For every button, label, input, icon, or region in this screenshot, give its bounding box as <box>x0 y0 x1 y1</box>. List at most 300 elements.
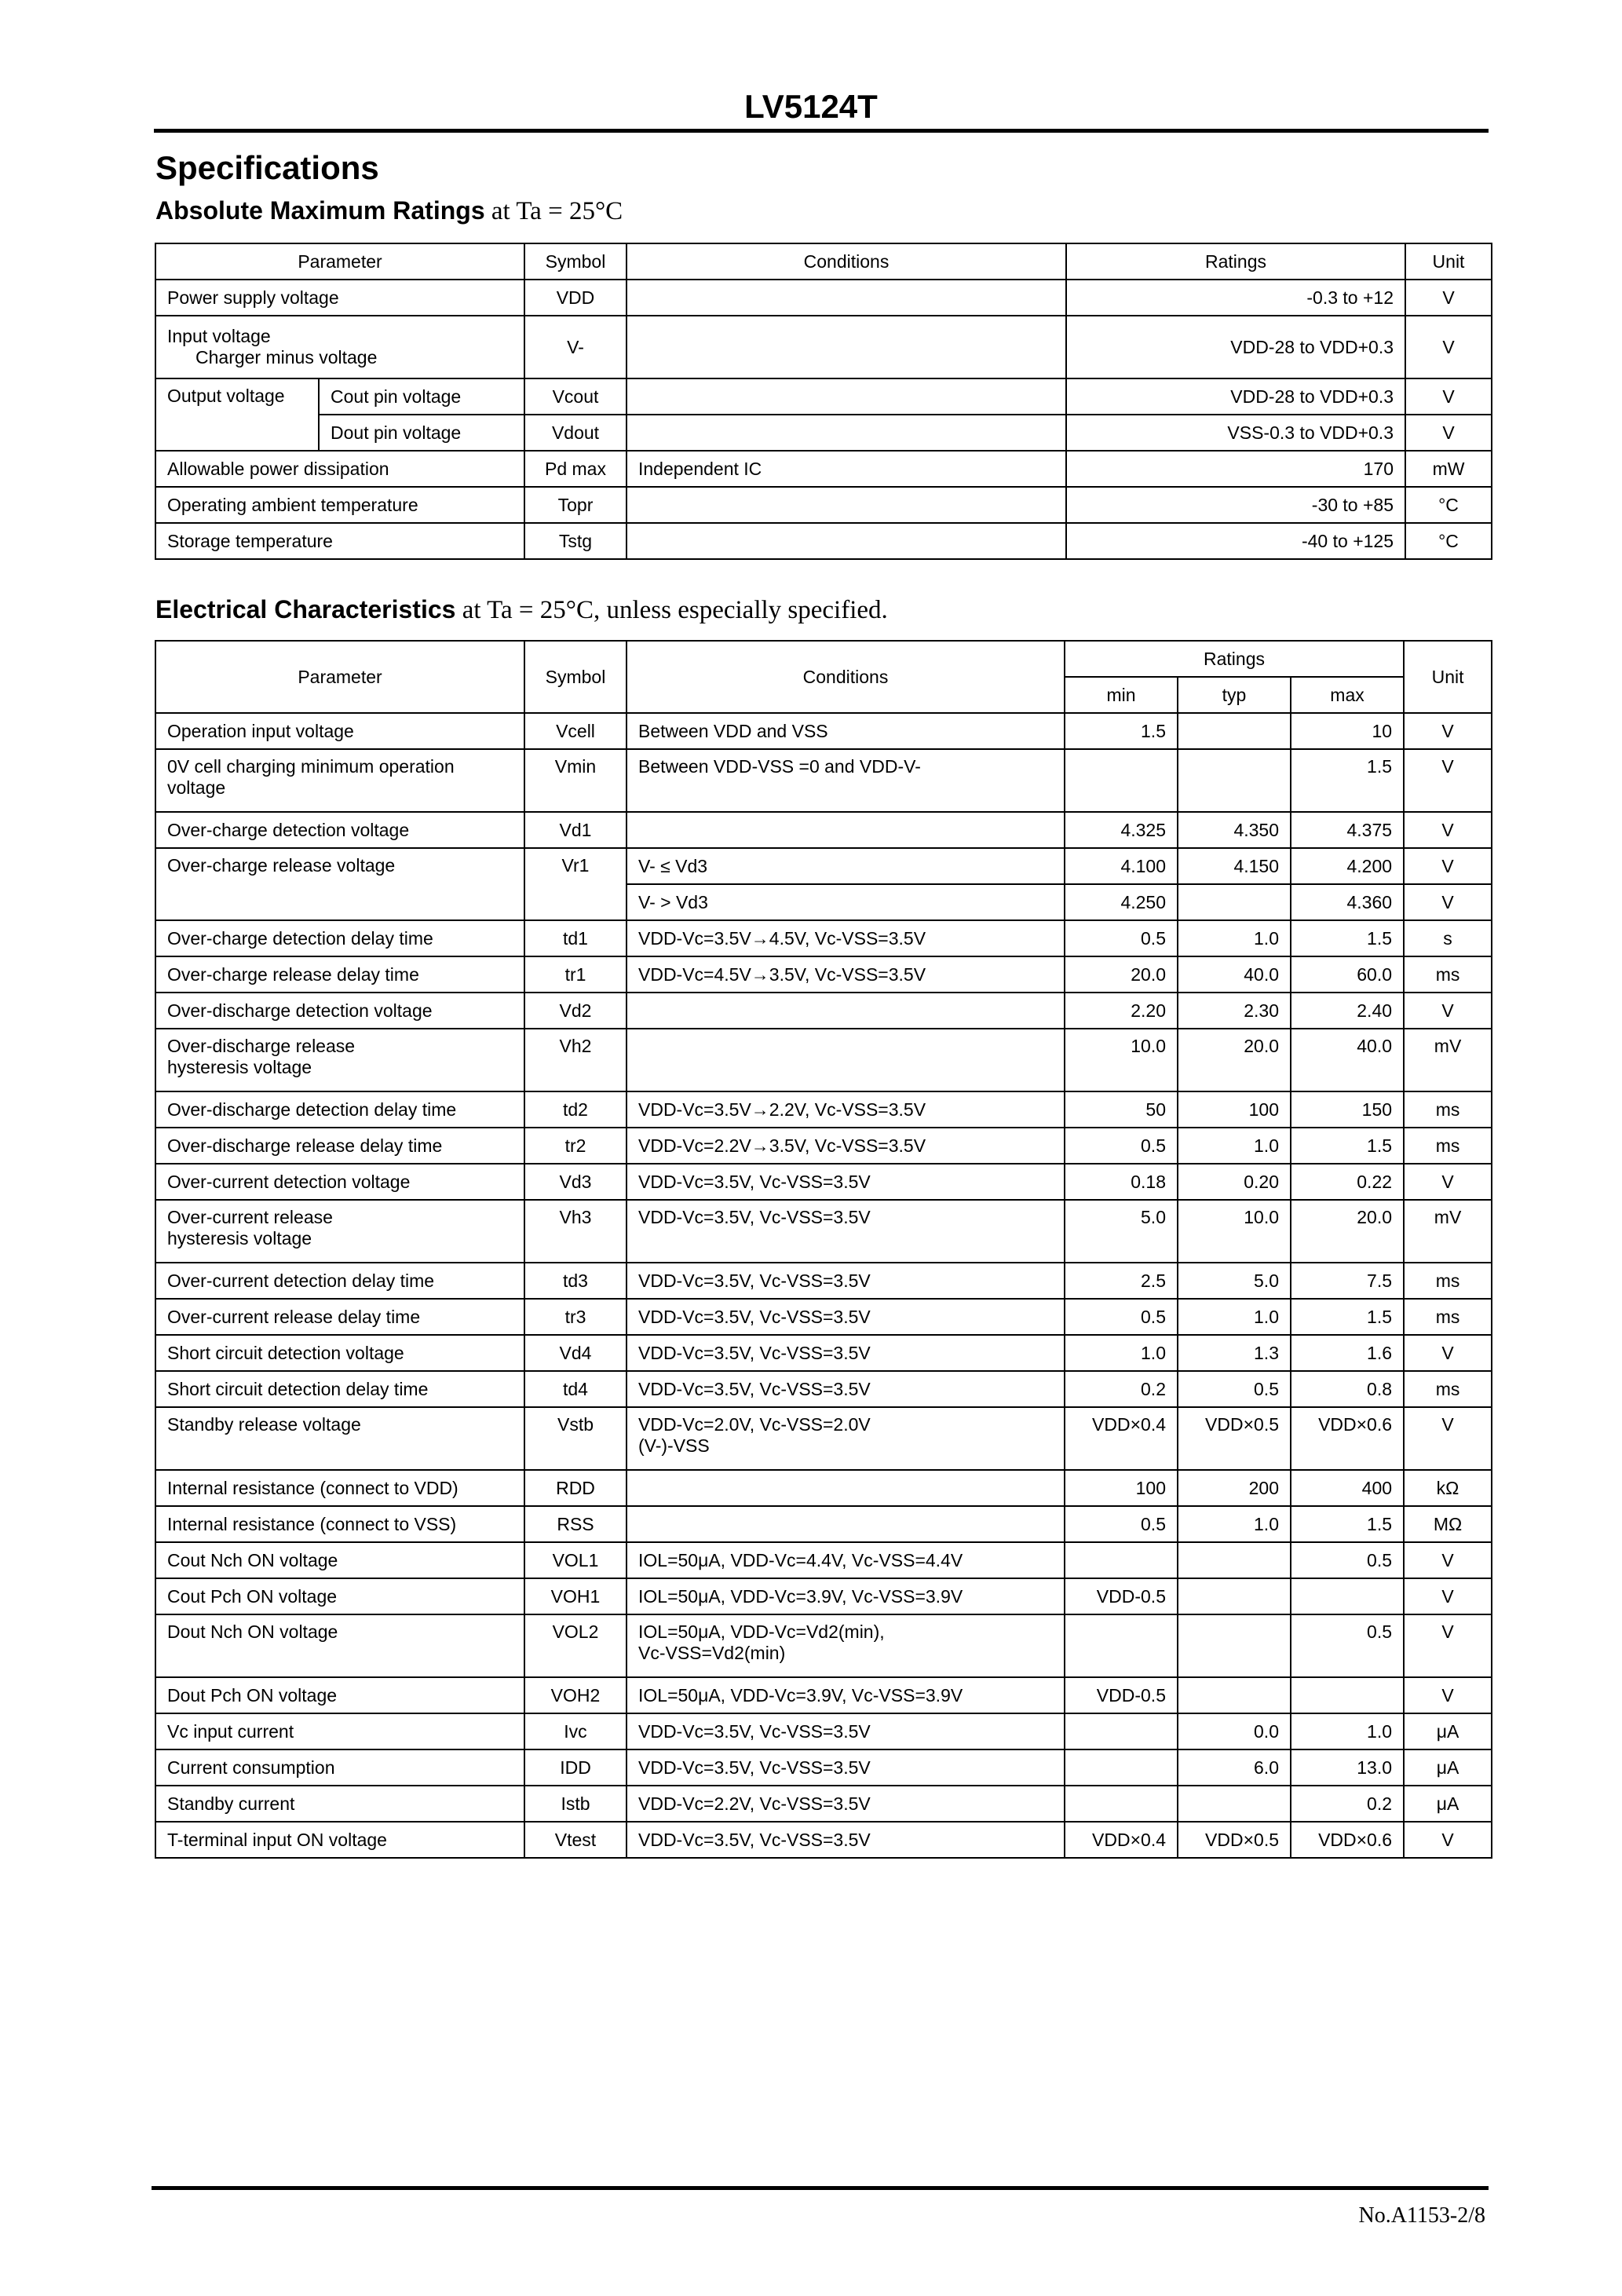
table-row <box>155 920 1492 956</box>
conditions-cell: IOL=50μA, VDD-Vc=3.9V, Vc-VSS=3.9V <box>627 1578 1065 1614</box>
table-row <box>155 1335 1492 1371</box>
max-cell: 60.0 <box>1291 956 1404 993</box>
min-cell: 0.5 <box>1065 1299 1178 1335</box>
unit-cell: V <box>1404 713 1492 749</box>
typ-cell: 1.0 <box>1178 1299 1291 1335</box>
unit-cell: V <box>1404 1822 1492 1858</box>
conditions-cell: VDD-Vc=4.5V→3.5V, Vc-VSS=3.5V <box>627 956 1065 993</box>
elec-title-bold: Electrical Characteristics <box>155 595 456 623</box>
conditions-cell: V- ≤ Vd3 <box>627 848 1065 884</box>
min-cell <box>1065 1713 1178 1749</box>
min-cell: 5.0 <box>1065 1200 1178 1263</box>
header-min: min <box>1065 677 1178 713</box>
typ-cell: 40.0 <box>1178 956 1291 993</box>
param-cell: Output voltage <box>155 378 319 451</box>
conditions-cell <box>627 1470 1065 1506</box>
min-cell: 0.18 <box>1065 1164 1178 1200</box>
unit-cell: V <box>1404 812 1492 848</box>
param-line: Over-discharge release <box>167 1036 356 1056</box>
typ-cell: 100 <box>1178 1091 1291 1128</box>
min-cell: 4.100 <box>1065 848 1178 884</box>
table-row <box>155 1470 1492 1506</box>
typ-cell <box>1178 749 1291 812</box>
typ-cell: 0.0 <box>1178 1713 1291 1749</box>
symbol-cell: Vd4 <box>524 1335 627 1371</box>
typ-cell: 1.0 <box>1178 1128 1291 1164</box>
param-cell: Over-current detection voltage <box>155 1164 524 1200</box>
symbol-cell: RSS <box>524 1506 627 1542</box>
unit-cell: V <box>1404 1578 1492 1614</box>
symbol-cell: VOH2 <box>524 1677 627 1713</box>
rating-cell: VDD-28 to VDD+0.3 <box>1066 378 1405 415</box>
param-cell: Over-current release delay time <box>155 1299 524 1335</box>
max-cell: 4.360 <box>1291 884 1404 920</box>
max-cell: 20.0 <box>1291 1200 1404 1263</box>
max-cell: 7.5 <box>1291 1263 1404 1299</box>
param-cell: Over-charge detection voltage <box>155 812 524 848</box>
table-row <box>155 1200 1492 1263</box>
param-line: Over-current release <box>167 1207 333 1227</box>
table-row <box>155 1713 1492 1749</box>
unit-cell: μA <box>1404 1749 1492 1786</box>
typ-cell <box>1178 1786 1291 1822</box>
symbol-cell: tr2 <box>524 1128 627 1164</box>
param-line-2: voltage <box>167 777 226 798</box>
max-cell: 40.0 <box>1291 1029 1404 1091</box>
conditions-cell: VDD-Vc=3.5V→4.5V, Vc-VSS=3.5V <box>627 920 1065 956</box>
max-cell: 0.5 <box>1291 1614 1404 1677</box>
conditions-cell <box>627 993 1065 1029</box>
max-cell: 4.200 <box>1291 848 1404 884</box>
min-cell: 10.0 <box>1065 1029 1178 1091</box>
table-row <box>155 1542 1492 1578</box>
conditions-cell: VDD-Vc=3.5V, Vc-VSS=3.5V <box>627 1263 1065 1299</box>
conditions-cell: VDD-Vc=3.5V, Vc-VSS=3.5V <box>627 1164 1065 1200</box>
typ-cell: 4.150 <box>1178 848 1291 884</box>
min-cell: 100 <box>1065 1470 1178 1506</box>
max-cell: 0.8 <box>1291 1371 1404 1407</box>
max-cell: 0.2 <box>1291 1786 1404 1822</box>
unit-cell: mV <box>1404 1200 1492 1263</box>
typ-cell: 5.0 <box>1178 1263 1291 1299</box>
rating-cell: VSS-0.3 to VDD+0.3 <box>1066 415 1405 451</box>
conditions-cell: VDD-Vc=2.2V→3.5V, Vc-VSS=3.5V <box>627 1128 1065 1164</box>
conditions-cell: VDD-Vc=3.5V, Vc-VSS=3.5V <box>627 1371 1065 1407</box>
symbol-cell: td3 <box>524 1263 627 1299</box>
header-conditions: Conditions <box>627 641 1065 713</box>
conditions-cell: VDD-Vc=3.5V→2.2V, Vc-VSS=3.5V <box>627 1091 1065 1128</box>
table-row <box>155 1749 1492 1786</box>
max-cell: 1.0 <box>1291 1713 1404 1749</box>
param-cell: Over-charge release voltage <box>155 848 524 920</box>
conditions-cell <box>627 1506 1065 1542</box>
rating-cell: -40 to +125 <box>1066 523 1405 559</box>
table-row <box>155 1677 1492 1713</box>
unit-cell: MΩ <box>1404 1506 1492 1542</box>
symbol-cell: tr3 <box>524 1299 627 1335</box>
param-line: Input voltage <box>167 326 271 347</box>
header-unit: Unit <box>1405 243 1492 280</box>
conditions-line-2: (V-)-VSS <box>638 1435 710 1456</box>
param-cell: Storage temperature <box>155 523 524 559</box>
param-cell: Over-discharge detection voltage <box>155 993 524 1029</box>
param-cell: Allowable power dissipation <box>155 451 524 487</box>
table-row <box>155 812 1492 848</box>
param-cell: Cout Nch ON voltage <box>155 1542 524 1578</box>
param-cell: Standby current <box>155 1786 524 1822</box>
param-line: 0V cell charging minimum operation <box>167 756 455 777</box>
unit-cell: V <box>1404 884 1492 920</box>
table-row <box>155 993 1492 1029</box>
max-cell: 2.40 <box>1291 993 1404 1029</box>
symbol-cell: Istb <box>524 1786 627 1822</box>
symbol-cell: VOL2 <box>524 1614 627 1677</box>
typ-cell <box>1178 884 1291 920</box>
min-cell <box>1065 1542 1178 1578</box>
param-cell: T-terminal input ON voltage <box>155 1822 524 1858</box>
min-cell: VDD×0.4 <box>1065 1822 1178 1858</box>
symbol-cell: VOH1 <box>524 1578 627 1614</box>
symbol-cell: Vcell <box>524 713 627 749</box>
symbol-cell: IDD <box>524 1749 627 1786</box>
symbol-cell: td2 <box>524 1091 627 1128</box>
typ-cell: 0.20 <box>1178 1164 1291 1200</box>
conditions-cell: VDD-Vc=3.5V, Vc-VSS=3.5V <box>627 1200 1065 1263</box>
max-cell: 150 <box>1291 1091 1404 1128</box>
abs-max-title-bold: Absolute Maximum Ratings <box>155 196 485 225</box>
conditions-cell <box>627 487 1066 523</box>
conditions-cell <box>627 812 1065 848</box>
param-cell: Operation input voltage <box>155 713 524 749</box>
header-ratings: Ratings <box>1066 243 1405 280</box>
param-cell: Internal resistance (connect to VSS) <box>155 1506 524 1542</box>
max-cell: 1.5 <box>1291 749 1404 812</box>
symbol-cell: RDD <box>524 1470 627 1506</box>
section-title: Specifications <box>155 149 379 186</box>
unit-cell: V <box>1404 1614 1492 1677</box>
typ-cell: 1.0 <box>1178 1506 1291 1542</box>
elec-title-rest: at Ta = 25°C, unless especially specified. <box>455 596 888 624</box>
max-cell <box>1291 1578 1404 1614</box>
table-row <box>155 1407 1492 1470</box>
max-cell: 1.5 <box>1291 1299 1404 1335</box>
unit-cell: V <box>1405 316 1492 378</box>
conditions-cell <box>627 1407 1065 1470</box>
symbol-cell: Vstb <box>524 1407 627 1470</box>
unit-cell: V <box>1405 415 1492 451</box>
min-cell: VDD-0.5 <box>1065 1677 1178 1713</box>
typ-cell: 2.30 <box>1178 993 1291 1029</box>
typ-cell: 20.0 <box>1178 1029 1291 1091</box>
symbol-cell: Vmin <box>524 749 627 812</box>
header-unit: Unit <box>1404 641 1492 713</box>
unit-cell: °C <box>1405 487 1492 523</box>
unit-cell: V <box>1404 1164 1492 1200</box>
table-row <box>155 280 1492 316</box>
table-row <box>155 1164 1492 1200</box>
rating-cell: 170 <box>1066 451 1405 487</box>
min-cell <box>1065 1786 1178 1822</box>
symbol-cell: Tstg <box>524 523 627 559</box>
conditions-cell <box>627 1029 1065 1091</box>
table-row <box>155 1786 1492 1822</box>
conditions-line: VDD-Vc=2.0V, Vc-VSS=2.0V <box>638 1414 871 1435</box>
abs-max-table <box>155 243 1492 560</box>
max-cell: 13.0 <box>1291 1749 1404 1786</box>
max-cell: 1.5 <box>1291 1506 1404 1542</box>
symbol-cell: Vd2 <box>524 993 627 1029</box>
min-cell: 4.325 <box>1065 812 1178 848</box>
param-cell: Over-discharge detection delay time <box>155 1091 524 1128</box>
unit-cell: V <box>1404 1542 1492 1578</box>
conditions-cell: Between VDD-VSS =0 and VDD-V- <box>627 749 1065 812</box>
param-cell: Dout Nch ON voltage <box>155 1614 524 1677</box>
min-cell: 20.0 <box>1065 956 1178 993</box>
unit-cell: mW <box>1405 451 1492 487</box>
header-rule <box>154 129 1489 133</box>
min-cell: 0.5 <box>1065 1128 1178 1164</box>
param-cell: Vc input current <box>155 1713 524 1749</box>
header-ratings: Ratings <box>1065 641 1404 677</box>
table-row <box>155 451 1492 487</box>
min-cell: 0.5 <box>1065 1506 1178 1542</box>
elec-table <box>155 640 1492 1859</box>
unit-cell: s <box>1404 920 1492 956</box>
typ-cell <box>1178 1677 1291 1713</box>
table-row <box>155 523 1492 559</box>
subparam-line: Charger minus voltage <box>195 347 378 367</box>
typ-cell: VDD×0.5 <box>1178 1407 1291 1470</box>
unit-cell: °C <box>1405 523 1492 559</box>
conditions-cell <box>627 523 1066 559</box>
unit-cell: μA <box>1404 1713 1492 1749</box>
unit-cell: V <box>1404 1407 1492 1470</box>
symbol-cell: Topr <box>524 487 627 523</box>
param-cell: Standby release voltage <box>155 1407 524 1470</box>
param-line-2: hysteresis voltage <box>167 1056 312 1077</box>
symbol-cell: Vr1 <box>524 848 627 920</box>
typ-cell <box>1178 1542 1291 1578</box>
table-row <box>155 956 1492 993</box>
table-row <box>155 378 1492 415</box>
param-cell: Operating ambient temperature <box>155 487 524 523</box>
max-cell: 1.5 <box>1291 1128 1404 1164</box>
max-cell: 1.6 <box>1291 1335 1404 1371</box>
table-row <box>155 1506 1492 1542</box>
param-cell: Cout Pch ON voltage <box>155 1578 524 1614</box>
conditions-cell <box>627 316 1066 378</box>
min-cell: 2.5 <box>1065 1263 1178 1299</box>
min-cell <box>1065 749 1178 812</box>
typ-cell <box>1178 1614 1291 1677</box>
conditions-cell <box>627 280 1066 316</box>
param-cell: Over-charge release delay time <box>155 956 524 993</box>
unit-cell: V <box>1404 1677 1492 1713</box>
param-cell <box>155 1200 524 1263</box>
symbol-cell: Vcout <box>524 378 627 415</box>
table-row <box>155 1128 1492 1164</box>
unit-cell: V <box>1404 993 1492 1029</box>
typ-cell <box>1178 1578 1291 1614</box>
conditions-cell: Between VDD and VSS <box>627 713 1065 749</box>
table-row <box>155 1091 1492 1128</box>
conditions-cell: VDD-Vc=2.2V, Vc-VSS=3.5V <box>627 1786 1065 1822</box>
typ-cell: 0.5 <box>1178 1371 1291 1407</box>
conditions-cell: Independent IC <box>627 451 1066 487</box>
header-parameter: Parameter <box>155 641 524 713</box>
typ-cell: 6.0 <box>1178 1749 1291 1786</box>
unit-cell: kΩ <box>1404 1470 1492 1506</box>
min-cell: VDD×0.4 <box>1065 1407 1178 1470</box>
table-row <box>155 487 1492 523</box>
table-header-row <box>155 641 1492 677</box>
header-conditions: Conditions <box>627 243 1066 280</box>
footer-rule <box>152 2186 1489 2190</box>
header-typ: typ <box>1178 677 1291 713</box>
typ-cell <box>1178 713 1291 749</box>
unit-cell: V <box>1405 280 1492 316</box>
unit-cell: ms <box>1404 1263 1492 1299</box>
symbol-cell: td1 <box>524 920 627 956</box>
table-row <box>155 713 1492 749</box>
subparam-cell: Dout pin voltage <box>319 415 524 451</box>
symbol-cell: Vdout <box>524 415 627 451</box>
max-cell: 1.5 <box>1291 920 1404 956</box>
symbol-cell: Vd1 <box>524 812 627 848</box>
header-parameter: Parameter <box>155 243 524 280</box>
conditions-cell <box>627 415 1066 451</box>
min-cell: 2.20 <box>1065 993 1178 1029</box>
header-symbol: Symbol <box>524 243 627 280</box>
conditions-cell <box>627 1614 1065 1677</box>
unit-cell: V <box>1405 378 1492 415</box>
table-row <box>155 415 1492 451</box>
unit-cell: ms <box>1404 1299 1492 1335</box>
max-cell: 0.5 <box>1291 1542 1404 1578</box>
conditions-cell: VDD-Vc=3.5V, Vc-VSS=3.5V <box>627 1749 1065 1786</box>
typ-cell: 200 <box>1178 1470 1291 1506</box>
param-cell: Over-current detection delay time <box>155 1263 524 1299</box>
table-row <box>155 1578 1492 1614</box>
symbol-cell: tr1 <box>524 956 627 993</box>
table-row <box>155 1029 1492 1091</box>
header-max: max <box>1291 677 1404 713</box>
param-cell: Short circuit detection voltage <box>155 1335 524 1371</box>
elec-title <box>155 595 888 625</box>
symbol-cell: Vtest <box>524 1822 627 1858</box>
rating-cell: VDD-28 to VDD+0.3 <box>1066 316 1405 378</box>
param-cell <box>155 316 524 378</box>
table-row <box>155 316 1492 378</box>
table-row <box>155 1263 1492 1299</box>
param-cell: Internal resistance (connect to VDD) <box>155 1470 524 1506</box>
unit-cell: mV <box>1404 1029 1492 1091</box>
unit-cell: ms <box>1404 1091 1492 1128</box>
param-cell: Over-discharge release delay time <box>155 1128 524 1164</box>
typ-cell: 1.0 <box>1178 920 1291 956</box>
conditions-cell: IOL=50μA, VDD-Vc=3.9V, Vc-VSS=3.9V <box>627 1677 1065 1713</box>
param-cell: Over-charge detection delay time <box>155 920 524 956</box>
typ-cell: 1.3 <box>1178 1335 1291 1371</box>
rating-cell: -30 to +85 <box>1066 487 1405 523</box>
symbol-cell: Vh2 <box>524 1029 627 1091</box>
conditions-cell: VDD-Vc=3.5V, Vc-VSS=3.5V <box>627 1822 1065 1858</box>
max-cell: 400 <box>1291 1470 1404 1506</box>
unit-cell: ms <box>1404 956 1492 993</box>
table-row <box>155 749 1492 812</box>
unit-cell: V <box>1404 749 1492 812</box>
symbol-cell: Ivc <box>524 1713 627 1749</box>
max-cell <box>1291 1677 1404 1713</box>
symbol-cell: td4 <box>524 1371 627 1407</box>
param-cell <box>155 1029 524 1091</box>
param-cell: Dout Pch ON voltage <box>155 1677 524 1713</box>
symbol-cell: Vh3 <box>524 1200 627 1263</box>
conditions-cell <box>627 378 1066 415</box>
min-cell: 1.5 <box>1065 713 1178 749</box>
unit-cell: V <box>1404 848 1492 884</box>
min-cell: 1.0 <box>1065 1335 1178 1371</box>
abs-max-title-rest: at Ta = 25°C <box>484 197 623 225</box>
param-cell: Power supply voltage <box>155 280 524 316</box>
min-cell: 0.5 <box>1065 920 1178 956</box>
min-cell: VDD-0.5 <box>1065 1578 1178 1614</box>
symbol-cell: VDD <box>524 280 627 316</box>
table-row <box>155 1822 1492 1858</box>
max-cell: 10 <box>1291 713 1404 749</box>
max-cell: 4.375 <box>1291 812 1404 848</box>
table-header-row <box>155 243 1492 280</box>
typ-cell: 10.0 <box>1178 1200 1291 1263</box>
subparam-cell: Cout pin voltage <box>319 378 524 415</box>
param-cell: Short circuit detection delay time <box>155 1371 524 1407</box>
symbol-cell: Vd3 <box>524 1164 627 1200</box>
min-cell: 50 <box>1065 1091 1178 1128</box>
table-row <box>155 1371 1492 1407</box>
max-cell: 0.22 <box>1291 1164 1404 1200</box>
conditions-cell: IOL=50μA, VDD-Vc=4.4V, Vc-VSS=4.4V <box>627 1542 1065 1578</box>
table-row <box>155 1614 1492 1677</box>
header-symbol: Symbol <box>524 641 627 713</box>
symbol-cell: VOL1 <box>524 1542 627 1578</box>
conditions-cell: VDD-Vc=3.5V, Vc-VSS=3.5V <box>627 1713 1065 1749</box>
min-cell <box>1065 1614 1178 1677</box>
typ-cell: 4.350 <box>1178 812 1291 848</box>
conditions-cell: VDD-Vc=3.5V, Vc-VSS=3.5V <box>627 1299 1065 1335</box>
conditions-line: IOL=50μA, VDD-Vc=Vd2(min), <box>638 1621 885 1642</box>
unit-cell: V <box>1404 1335 1492 1371</box>
param-line-2: hysteresis voltage <box>167 1227 312 1249</box>
abs-max-title <box>155 196 623 226</box>
symbol-cell: Pd max <box>524 451 627 487</box>
typ-cell: VDD×0.5 <box>1178 1822 1291 1858</box>
table-row <box>155 1299 1492 1335</box>
page-number: No.A1153-2/8 <box>1358 2203 1485 2228</box>
min-cell <box>1065 1749 1178 1786</box>
unit-cell: ms <box>1404 1128 1492 1164</box>
symbol-cell: V- <box>524 316 627 378</box>
conditions-line-2: Vc-VSS=Vd2(min) <box>638 1642 786 1663</box>
param-cell: Current consumption <box>155 1749 524 1786</box>
table-row <box>155 848 1492 884</box>
max-cell: VDD×0.6 <box>1291 1822 1404 1858</box>
conditions-cell: VDD-Vc=3.5V, Vc-VSS=3.5V <box>627 1335 1065 1371</box>
rating-cell: -0.3 to +12 <box>1066 280 1405 316</box>
min-cell: 0.2 <box>1065 1371 1178 1407</box>
unit-cell: ms <box>1404 1371 1492 1407</box>
max-cell: VDD×0.6 <box>1291 1407 1404 1470</box>
page-title: LV5124T <box>744 88 878 125</box>
